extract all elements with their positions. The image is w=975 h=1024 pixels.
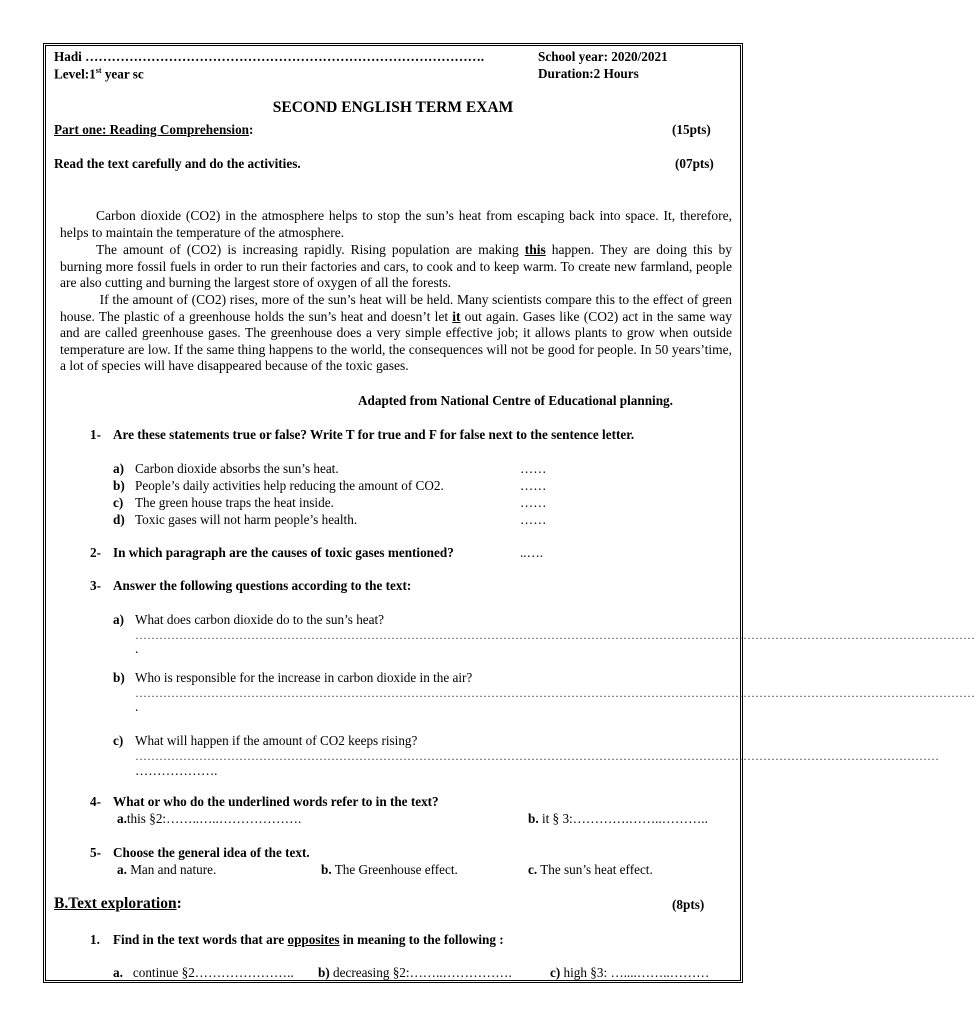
q3-item-b: b) Who is responsible for the increase in carbon dioxide in the air? [113,670,473,685]
instruction-points: (07pts) [675,156,714,171]
level-label: Level:1st year sc [54,66,144,82]
q4-blank-b[interactable]: ………….……..……….. [572,811,708,826]
q1-blank-c[interactable]: …… [520,495,547,510]
b1-item-a: a. continue §2………………….. [113,965,294,980]
part-one-points: (15pts) [672,122,711,137]
q5-option-b[interactable]: b. The Greenhouse effect. [321,862,458,877]
b1-blank-a[interactable]: ………………….. [194,965,294,980]
q1-item-c: c) The green house traps the heat inside. [113,495,334,510]
b1-number: 1. [90,932,100,947]
q1-blank-b[interactable]: …… [520,478,547,493]
q5-option-c[interactable]: c. The sun’s heat effect. [528,862,653,877]
q3-answer-line-a[interactable]: ………………………………………………………………………………………………………………………………………………………………………………………… [135,628,975,642]
q4-option-a: a.this §2:……..…..………………. [117,811,302,826]
passage-paragraph-1: Carbon dioxide (CO2) in the atmosphere helps to stop the sun’s heat from escaping back into space. It, therefore, helps to maintain the temperature of the atmosphere. [60,208,732,240]
q5-option-a[interactable]: a. Man and nature. [117,862,217,877]
exam-title: SECOND ENGLISH TERM EXAM [272,99,514,116]
part-one-heading: Part one: Reading Comprehension: [54,122,254,137]
passage-paragraph-3: If the amount of (CO2) rises, more of the sun’s heat will be held. Many scientists compare this to the effect of green house. The plastic of a greenhouse holds the sun’s heat and doesn’t let it out again. Gases like (CO2) act in the same way and are called greenhouse gases. The greenhouse does a very simple effective job; it allows plants to grow when outside temperature are low. If the same thing happens to the world, the consequences will not be good for people. In 50 years’time, a lot of species will have disappeared because of the toxic gases. [60,292,732,373]
q2-number: 2- [90,545,101,560]
underlined-it: it [452,308,461,324]
b1-blank-c[interactable]: …....……..……… [607,965,710,980]
q4-text: What or who do the underlined words refer to in the text? [113,794,439,809]
q3-answer-line-c[interactable]: ………………………………………………………………………………………………………………………………………………………………………………… [135,749,939,763]
part-b-heading: B.Text exploration: [54,895,182,912]
q2-text: In which paragraph are the causes of toxic gases mentioned? [113,545,454,560]
q3-text: Answer the following questions according to the text: [113,578,412,593]
student-name-line: Hadi ………………………………………………………………………………. [54,49,485,64]
q3-answer-line-b[interactable]: ………………………………………………………………………………………………………………………………………………………………………………………… [135,686,975,700]
instruction: Read the text carefully and do the activities. [54,156,301,171]
part-b-points: (8pts) [672,897,705,912]
q1-blank-d[interactable]: …… [520,512,547,527]
q3-answer-end-a: . [135,641,139,656]
duration: Duration:2 Hours [538,66,639,81]
q4-option-b: b. it § 3:………….……..……….. [528,811,708,826]
q1-item-b: b) People’s daily activities help reducing the amount of CO2. [113,478,444,493]
b1-item-c: c) high §3: …....……..……… [550,965,710,980]
q3-answer-end-b: . [135,699,139,714]
school-year: School year: 2020/2021 [538,49,668,64]
q3-item-a: a) What does carbon dioxide do to the sun’s heat? [113,612,385,627]
b1-item-b: b) decreasing §2:……..……………. [318,965,512,980]
passage-source: Adapted from National Centre of Educational planning. [358,393,673,408]
q5-number: 5- [90,845,101,860]
underlined-this: this [524,242,546,257]
q3-number: 3- [90,578,101,593]
q3-answer-end-c[interactable]: ………………. [135,763,218,778]
b1-blank-b[interactable]: ……..……………. [409,965,512,980]
q4-number: 4- [90,794,101,809]
q4-blank-a[interactable]: ……..…..………………. [166,811,302,826]
q2-blank[interactable]: ..…. [520,545,544,560]
q1-blank-a[interactable]: …… [520,461,547,476]
q3-item-c: c) What will happen if the amount of CO2 keeps rising? [113,733,418,748]
b1-text: Find in the text words that are opposites in meaning to the following : [113,932,504,947]
q1-number: 1- [90,427,101,442]
q1-item-a: a) Carbon dioxide absorbs the sun’s heat. [113,461,339,476]
q1-item-d: d) Toxic gases will not harm people’s health. [113,512,358,527]
q1-text: Are these statements true or false? Write T for true and F for false next to the sentence letter. [113,427,635,442]
q5-text: Choose the general idea of the text. [113,845,310,860]
passage-paragraph-2: The amount of (CO2) is increasing rapidly. Rising population are making this happen. They are doing this by burning more fossil fuels in order to run their factories and cars, to cook and to keep warm. To create new farmland, people are also cutting and burning the largest store of oxygen of all the forests. [60,242,733,290]
